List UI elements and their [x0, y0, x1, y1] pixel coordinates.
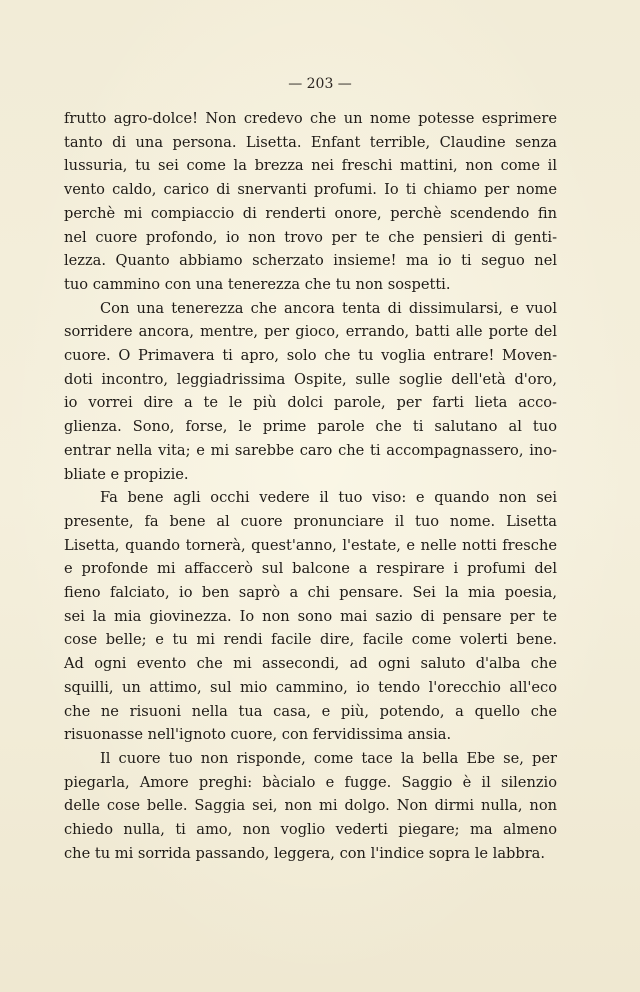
text-line: doti incontro, leggiadrissima Ospite, sulle soglie dell'età d'oro,	[64, 370, 557, 388]
text-line: io vorrei dire a te le più dolci parole, per farti lieta acco-	[64, 394, 557, 412]
text-line: risuonasse nell'ignoto cuore, con fervidissima ansia.	[64, 726, 452, 744]
text-line: delle cose belle. Saggia sei, non mi dolgo. Non dirmi nulla, non	[64, 797, 557, 815]
text-line: perchè mi compiaccio di renderti onore, perchè scendendo fin	[64, 204, 557, 222]
paragraph	[64, 747, 557, 866]
text-line: vento caldo, carico di snervanti profumi. Io ti chiamo per nome	[64, 181, 557, 199]
text-line: fieno falciato, io ben saprò a chi pensare. Sei la mia poesia,	[64, 584, 557, 602]
text-line: e profonde mi affaccerò sul balcone a respirare i profumi del	[64, 560, 557, 578]
paragraph	[64, 486, 557, 747]
text-line: sorridere ancora, mentre, per gioco, errando, batti alle porte del	[64, 323, 557, 341]
text-line: tanto di una persona. Lisetta. Enfant terrible, Claudine senza	[64, 133, 557, 151]
text-line: frutto agro-dolce! Non credevo che un nome potesse esprimere	[64, 110, 557, 127]
text-line: cose belle; e tu mi rendi facile dire, facile come volerti bene.	[64, 631, 557, 649]
text-line: squilli, un attimo, sul mio cammino, io tendo l'orecchio all'eco	[64, 678, 557, 696]
text-line: Fa bene agli occhi vedere il tuo viso: e quando non sei	[100, 489, 557, 507]
body-text	[64, 107, 557, 866]
text-line: glienza. Sono, forse, le prime parole che ti salutano al tuo	[64, 418, 557, 436]
paragraph	[64, 107, 557, 297]
page-number: — 203 —	[288, 76, 352, 92]
paragraph	[64, 297, 557, 487]
text-line: Con una tenerezza che ancora tenta di dissimularsi, e vuol	[100, 299, 557, 317]
text-line: Lisetta, quando tornerà, quest'anno, l'estate, e nelle notti fresche	[64, 536, 557, 554]
text-line: presente, fa bene al cuore pronunciare il tuo nome. Lisetta	[64, 512, 557, 530]
text-line: piegarla, Amore preghi: bàcialo e fugge. Saggio è il silenzio	[64, 773, 557, 791]
text-line: bliate e propizie.	[64, 465, 189, 483]
text-line: nel cuore profondo, io non trovo per te che pensieri di genti-	[64, 228, 557, 246]
text-line: che ne risuoni nella tua casa, e più, potendo, a quello che	[64, 702, 557, 720]
text-line: Ad ogni evento che mi assecondi, ad ogni saluto d'alba che	[64, 655, 557, 673]
text-line: Il cuore tuo non risponde, come tace la bella Ebe se, per	[100, 749, 557, 767]
text-line: lussuria, tu sei come la brezza nei freschi mattini, non come il	[64, 157, 557, 175]
text-line: entrar nella vita; e mi sarebbe caro che ti accompagnassero, ino-	[64, 441, 557, 459]
text-line: che tu mi sorrida passando, leggera, con l'indice sopra le labbra.	[64, 844, 546, 862]
text-line: sei la mia giovinezza. Io non sono mai sazio di pensare per te	[64, 607, 557, 625]
text-line: cuore. O Primavera ti apro, solo che tu voglia entrare! Moven-	[64, 347, 557, 365]
text-line: chiedo nulla, ti amo, non voglio vederti piegare; ma almeno	[64, 821, 557, 839]
text-line: lezza. Quanto abbiamo scherzato insieme! ma io ti seguo nel	[64, 252, 557, 270]
text-line: tuo cammino con una tenerezza che tu non sospetti.	[64, 275, 451, 293]
